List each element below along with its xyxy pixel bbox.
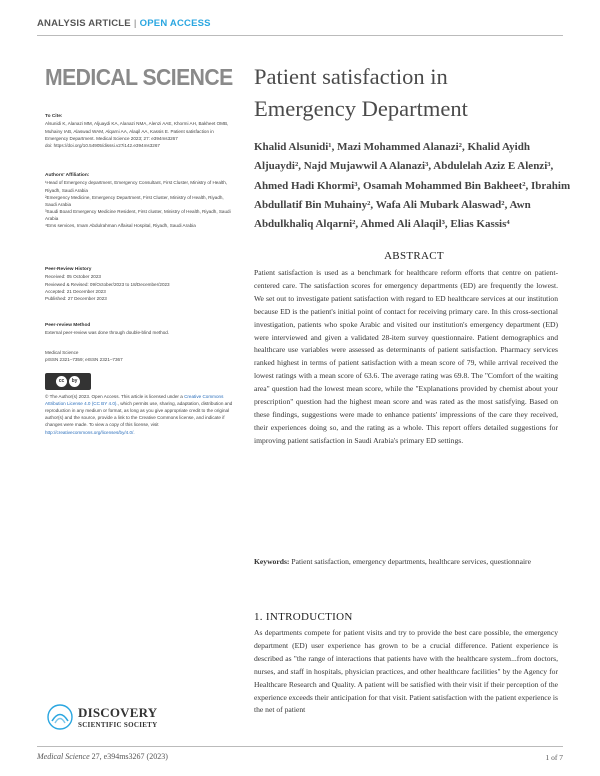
citation-block — [45, 113, 235, 149]
issn-text: pISSN 2321–7359; eISSN 2321–7367 — [45, 357, 123, 363]
published-date: Published: 27 December 2023 — [45, 295, 107, 301]
accepted-date: Accepted: 21 December 2023 — [45, 288, 106, 294]
logo-subtitle: SCIENTIFIC SOCIETY — [78, 721, 158, 729]
affiliation-block — [45, 172, 235, 229]
abstract-heading: ABSTRACT — [384, 250, 444, 262]
logo-title: DISCOVERY — [78, 705, 158, 720]
cc-license-badge[interactable] — [45, 373, 91, 390]
peer-review-history — [45, 266, 235, 302]
journal-issn-block — [45, 349, 235, 363]
affiliation-heading: Authors' Affiliation: — [45, 173, 90, 178]
license-url[interactable]: http://creativecommons.org/licenses/by/4.0/. — [45, 429, 135, 435]
method-text: External peer-review was done through double-blind method. — [45, 330, 170, 336]
discovery-logo-icon — [47, 704, 73, 730]
footer-ref: 27, e394ms3267 (2023) — [91, 752, 168, 761]
license-block — [45, 393, 235, 436]
keywords-label: Keywords: — [254, 557, 290, 566]
reviewed-date: Reviewed & Revised: 09/October/2023 to 18/December/2023 — [45, 281, 170, 287]
abstract-text: Patient satisfaction is used as a benchmark for healthcare reform efforts that centre on patient-centered care. The satisfaction scores for emergency departments (ED) are frequently the lowest. We set out to investigate patient satisfaction with regard to ED healthcare services at our institution because ED is the patient's initial point of contact for receiving primary care. In this cross-sectional investigation, patients who spoke Arabic and visited our institution's emergency department (ED) were interviewed and given a validated 28-item survey questionnaire. Patient demographics and healthcare use variables were assessed as determinants of patient satisfaction. Pharmacy services ranked highest in terms of patient satisfaction with a mean score of 79, while arrival received the lowest ratings with a mean score of 63.6. The average rating was 69.8. The "Comfort of the waiting area" question had the lowest mean score, while the "Explanations provided by chemist about your prescription" question had the highest mean score and was rated as the most satisfying. Based on these findings, suggestions were made to enhance patients' impressions of the care they received, their experiences doing so, and the rating as a whole. This report offers detailed suggestions for improving patient satisfaction in Saudi Arabia's primary ED settings. — [254, 268, 558, 445]
title-line-1: Patient satisfaction in — [254, 64, 448, 89]
journal-name: MEDICAL SCIENCE — [45, 64, 233, 90]
peer-review-heading: Peer-Review History — [45, 267, 92, 272]
cite-text: Alsunidi K, Alanazi MM, Aljuaydi KA, Alanazi NMA, Alenzi AAE, Khormi AH, Bakheet OMB, Muhainy IAB, Alaswad WAM, Alqarni AA, Alaqil AA, Kassis E. Patient satisfaction in Emergency Department. Medical Science 2023; 27: e394ms3267 — [45, 121, 229, 141]
article-title — [254, 61, 574, 125]
license-text: © The Author(s) 2023. Open Access. This article is licensed under a — [45, 394, 183, 399]
introduction-heading: 1. INTRODUCTION — [254, 611, 353, 623]
affiliation-4: ⁴Ems services, Imam Abdulrahman Alfaisal Hospital, Riyadh, Saudi Arabia — [45, 223, 196, 229]
doi-text[interactable]: doi: https://doi.org/10.54905/disssi.v27i142.e394ms3267 — [45, 142, 160, 148]
affiliation-2: ²Emergency Medicine, Emergency Department, First Cluster, Ministry of Health, Riyadh, Saudi Arabia — [45, 194, 224, 207]
keywords-line — [254, 556, 558, 569]
cite-heading: To Cite: — [45, 114, 63, 119]
footer-divider — [37, 746, 563, 747]
header-divider — [37, 35, 563, 36]
footer-citation — [37, 752, 168, 761]
received-date: Received: 05 October 2023 — [45, 274, 101, 280]
method-heading: Peer-review Method — [45, 323, 91, 328]
footer-journal: Medical Science — [37, 752, 90, 761]
by-icon: by — [69, 376, 80, 387]
sidebar-journal-name: Medical Science — [45, 350, 79, 355]
license-rest: , which permits use, sharing, adaptation, distribution and reproduction in any medium or format, as long as you give appropriate credit to the original author(s) and the source, provide a link to the Creative Commons license, and indicate if changes were made. To view a copy of this license, visit — [45, 401, 233, 428]
title-line-2: Emergency Department — [254, 96, 468, 121]
article-type-header — [37, 18, 211, 29]
affiliation-3: ³Saudi Board Emergency Medicine Resident, First cluster, Ministry of Health, Riyadh, Saudi Arabia — [45, 208, 231, 221]
introduction-text: As departments compete for patient visits and try to provide the best care possible, the emergency department (ED) user experience has grown to be a crucial difference. Patient experience is described as "the range of interactions that patients have with the healthcare system...from doctors, nurses, and staff in hospitals, physician practices, and other healthcare facilities" by the Agency for Healthcare Research and Quality. A patient will be satisfied with their visit if their perception of the experience exceeds their anticipation for that visit. Patient satisfaction with the patient experience is the net of patient — [254, 628, 558, 715]
license-link[interactable]: Creative Commons Attribution License 4.0 (CC BY 4.0). — [45, 394, 224, 407]
cc-icon: cc — [56, 376, 67, 387]
keywords-text: Patient satisfaction, emergency departments, healthcare services, questionnaire — [291, 557, 531, 566]
article-type: ANALYSIS ARTICLE — [37, 18, 131, 29]
header-separator: | — [133, 18, 137, 29]
peer-review-method — [45, 322, 235, 337]
publisher-logo — [47, 704, 158, 730]
author-list: Khalid Alsunidi¹, Mazi Mohammed Alanazi², Khalid Ayidh Aljuaydi², Najd Mujawwil A Alanazi³, Abdulelah Aziz E Alenzi³, Ahmed Hadi Khormi³, Osamah Mohammed Bin Bakheet², Ibrahim Abdullatif Bin Muhainy², Wafa Ali Mubark Alaswad², Awn Abdulkhaliq Alqarni², Ahmed Ali Alaqil³, Elias Kassis⁴ — [254, 141, 571, 231]
affiliation-1: ¹Head of Emergency department, Emergency Consultant, First Cluster, Ministry of Health, Riyadh, Saudi Arabia — [45, 180, 228, 193]
page-number: 1 of 7 — [545, 753, 563, 762]
open-access-label: OPEN ACCESS — [139, 18, 211, 29]
